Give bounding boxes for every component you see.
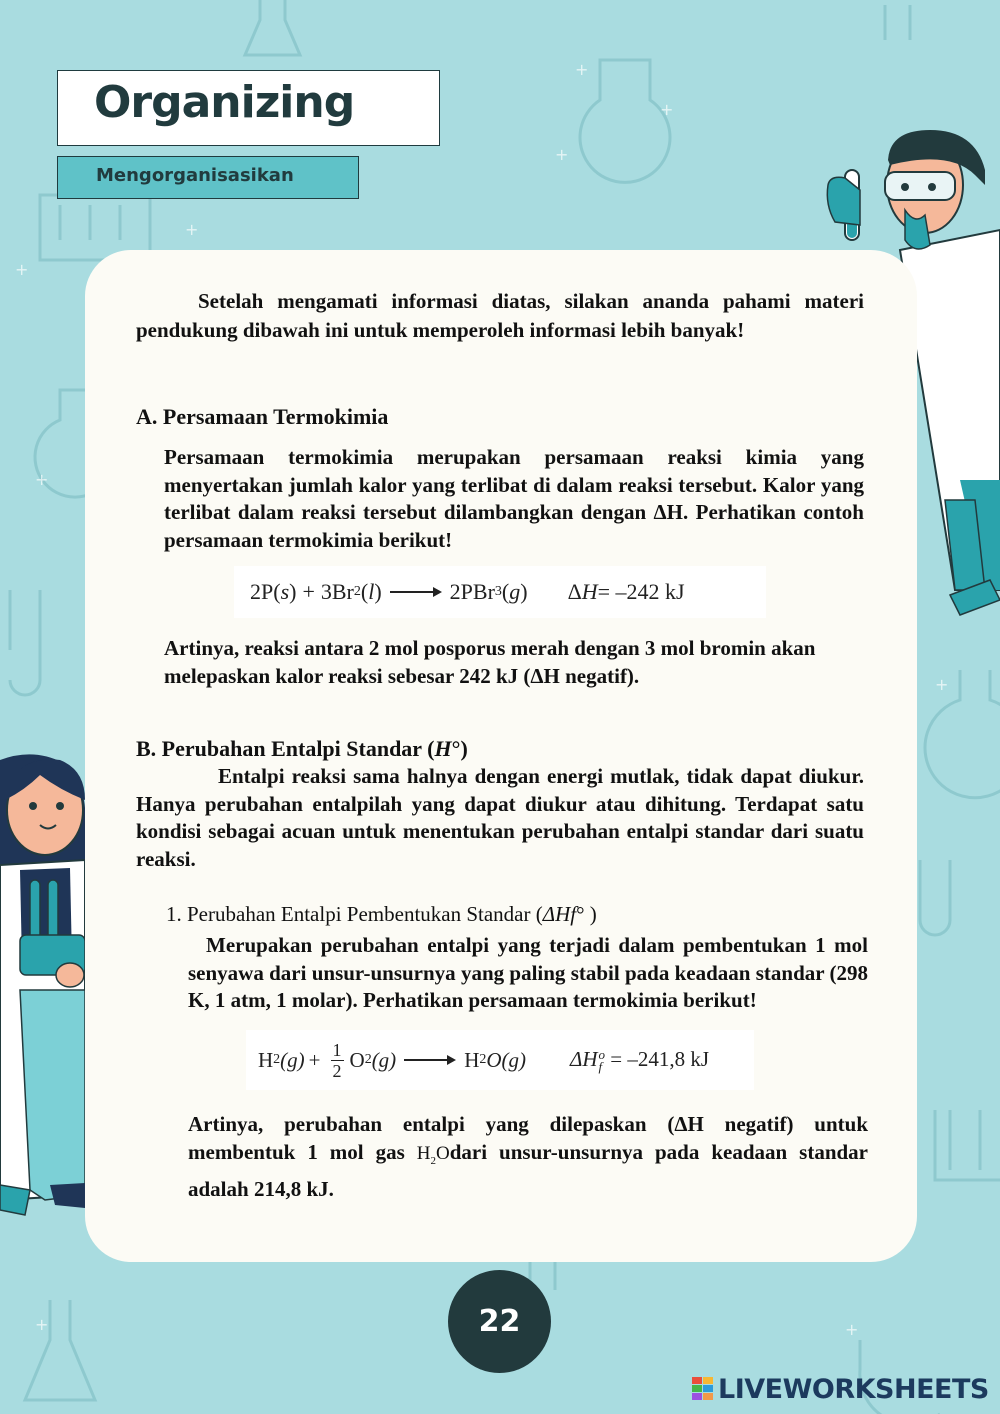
- liveworksheets-icon: [692, 1377, 714, 1401]
- eq2-delta: [570, 1047, 709, 1073]
- section-b-paragraph: Entalpi reaksi sama halnya dengan energi mutlak, tidak dapat diukur. Hanya perubahan entalpilah yang dapat diukur atau dihitung. Terdapat satu kondisi sebagai acuan untuk menentukan perubahan entalpi standar dari suatu reaksi.: [136, 764, 864, 871]
- eq2-fraction: [331, 1040, 344, 1081]
- section-b-heading: [136, 736, 468, 762]
- subsection-1-heading-text: 1. Perubahan Entalpi Pembentukan Standar (: [166, 902, 543, 926]
- eq2-delta-label: ΔH: [570, 1046, 598, 1071]
- section-a-heading: A. Persamaan Termokimia: [136, 404, 389, 429]
- eq2-product-rest: O(g): [486, 1047, 527, 1072]
- scientist-female-illustration: [0, 754, 86, 1215]
- eq1-reactant2-state: l: [368, 579, 375, 604]
- section-b-heading-text: B. Perubahan Entalpi Standar (: [136, 736, 435, 761]
- eq1-plus: +: [302, 579, 315, 604]
- subsection-1-explanation-part2: dari unsur-unsurnya pada keadaan standar adalah 214,8 kJ.: [188, 1140, 868, 1201]
- equation-termokimia: [234, 566, 766, 618]
- h2o-formula: [416, 1143, 450, 1167]
- page-subtitle: Mengorganisasikan: [96, 165, 294, 186]
- eq2-delta-sup: o: [598, 1047, 606, 1063]
- eq2-frac-den: 2: [332, 1060, 342, 1081]
- svg-text:+: +: [185, 220, 199, 239]
- reaction-arrow-2: [404, 1055, 456, 1065]
- eq1-reactant2-sub: 2: [353, 584, 361, 599]
- eq2-plus: +: [308, 1047, 321, 1072]
- eq2-reactant1: H: [258, 1047, 274, 1072]
- eq1-reactant2: 3Br: [320, 579, 354, 604]
- eq1-reactant1-close: ): [289, 579, 297, 604]
- eq1-delta: Δ: [567, 579, 582, 604]
- eq1-reactant2-close: ): [374, 579, 382, 604]
- eq2-reactant1-state: (g): [280, 1047, 305, 1072]
- svg-text:+: +: [845, 1320, 859, 1339]
- eq1-delta-symbol: H: [581, 579, 598, 604]
- subsection-1-explanation-part1: Artinya, perubahan entalpi yang dilepaskan (ΔH negatif) untuk membentuk 1 mol gas: [188, 1112, 868, 1164]
- eq2-product: H: [464, 1047, 480, 1072]
- subtitle-box: [57, 156, 359, 199]
- svg-text:+: +: [935, 675, 949, 694]
- svg-text:+: +: [35, 1315, 49, 1334]
- eq1-reactant1: 2P(: [250, 579, 281, 604]
- eq2-delta-sub: f: [598, 1059, 603, 1075]
- liveworksheets-logo[interactable]: [692, 1371, 989, 1407]
- svg-text:+: +: [575, 60, 589, 79]
- page-number: 22: [448, 1270, 551, 1373]
- eq1-delta-value: = –242 kJ: [597, 579, 685, 604]
- page-title: Organizing: [94, 77, 355, 128]
- subsection-1-heading-close: ° ): [576, 902, 597, 926]
- eq2-reactant2: O: [349, 1047, 365, 1072]
- svg-text:+: +: [660, 100, 674, 119]
- subsection-1-heading-symbol: ΔHf: [542, 902, 577, 926]
- eq1-product: 2PBr: [449, 579, 495, 604]
- h2o-end: O: [436, 1143, 450, 1164]
- eq1-reactant1-state: s: [280, 579, 290, 604]
- svg-text:+: +: [35, 470, 49, 489]
- subsection-1-paragraph: Merupakan perubahan entalpi yang terjadi dalam pembentukan 1 mol senyawa dari unsur-unsurnya yang paling stabil pada keadaan standar (298 K, 1 atm, 1 molar). Perhatikan persamaan termokimia berikut!: [188, 933, 868, 1012]
- eq1-product-sub: 3: [494, 584, 502, 599]
- eq2-reactant1-sub: 2: [273, 1052, 281, 1067]
- eq1-reactant2-open: (: [360, 579, 369, 604]
- h2o-main: H: [416, 1143, 431, 1164]
- intro-paragraph: Setelah mengamati informasi diatas, silakan ananda pahami materi pendukung dibawah ini untuk memperoleh informasi lebih banyak!: [136, 289, 864, 342]
- equation-pembentukan: [246, 1030, 754, 1090]
- eq1-product-state: g: [509, 579, 521, 604]
- eq2-frac-num: 1: [332, 1039, 342, 1060]
- section-a-paragraph: Persamaan termokimia merupakan persamaan reaksi kimia yang menyertakan jumlah kalor yang terlibat di dalam reaksi tersebut. Kalor yang terlibat dalam reaksi tersebut dilambangkan dengan ΔH. Perhatikan contoh persamaan termokimia berikut!: [164, 445, 864, 552]
- title-box: [57, 70, 440, 146]
- svg-text:+: +: [555, 145, 569, 164]
- eq2-reactant2-state: (g): [371, 1047, 397, 1072]
- subsection-1-heading: [166, 902, 597, 927]
- section-b-heading-close: °): [451, 736, 468, 761]
- liveworksheets-text: LIVEWORKSHEETS: [718, 1373, 989, 1405]
- h2o-sub: 2: [430, 1154, 436, 1167]
- subsection-1-explanation: [188, 1110, 868, 1203]
- eq2-product-sub: 2: [479, 1052, 487, 1067]
- reaction-arrow: [390, 587, 442, 597]
- svg-text:+: +: [15, 260, 29, 279]
- section-b-heading-symbol: H: [434, 736, 452, 761]
- section-a-explanation: Artinya, reaksi antara 2 mol posporus merah dengan 3 mol bromin akan melepaskan kalor reaksi sebesar 242 kJ (ΔH negatif).: [164, 636, 816, 688]
- eq1-product-close: ): [520, 579, 528, 604]
- eq2-reactant2-sub: 2: [364, 1052, 372, 1067]
- eq1-product-open: (: [501, 579, 510, 604]
- eq2-delta-value: = –241,8 kJ: [605, 1046, 710, 1071]
